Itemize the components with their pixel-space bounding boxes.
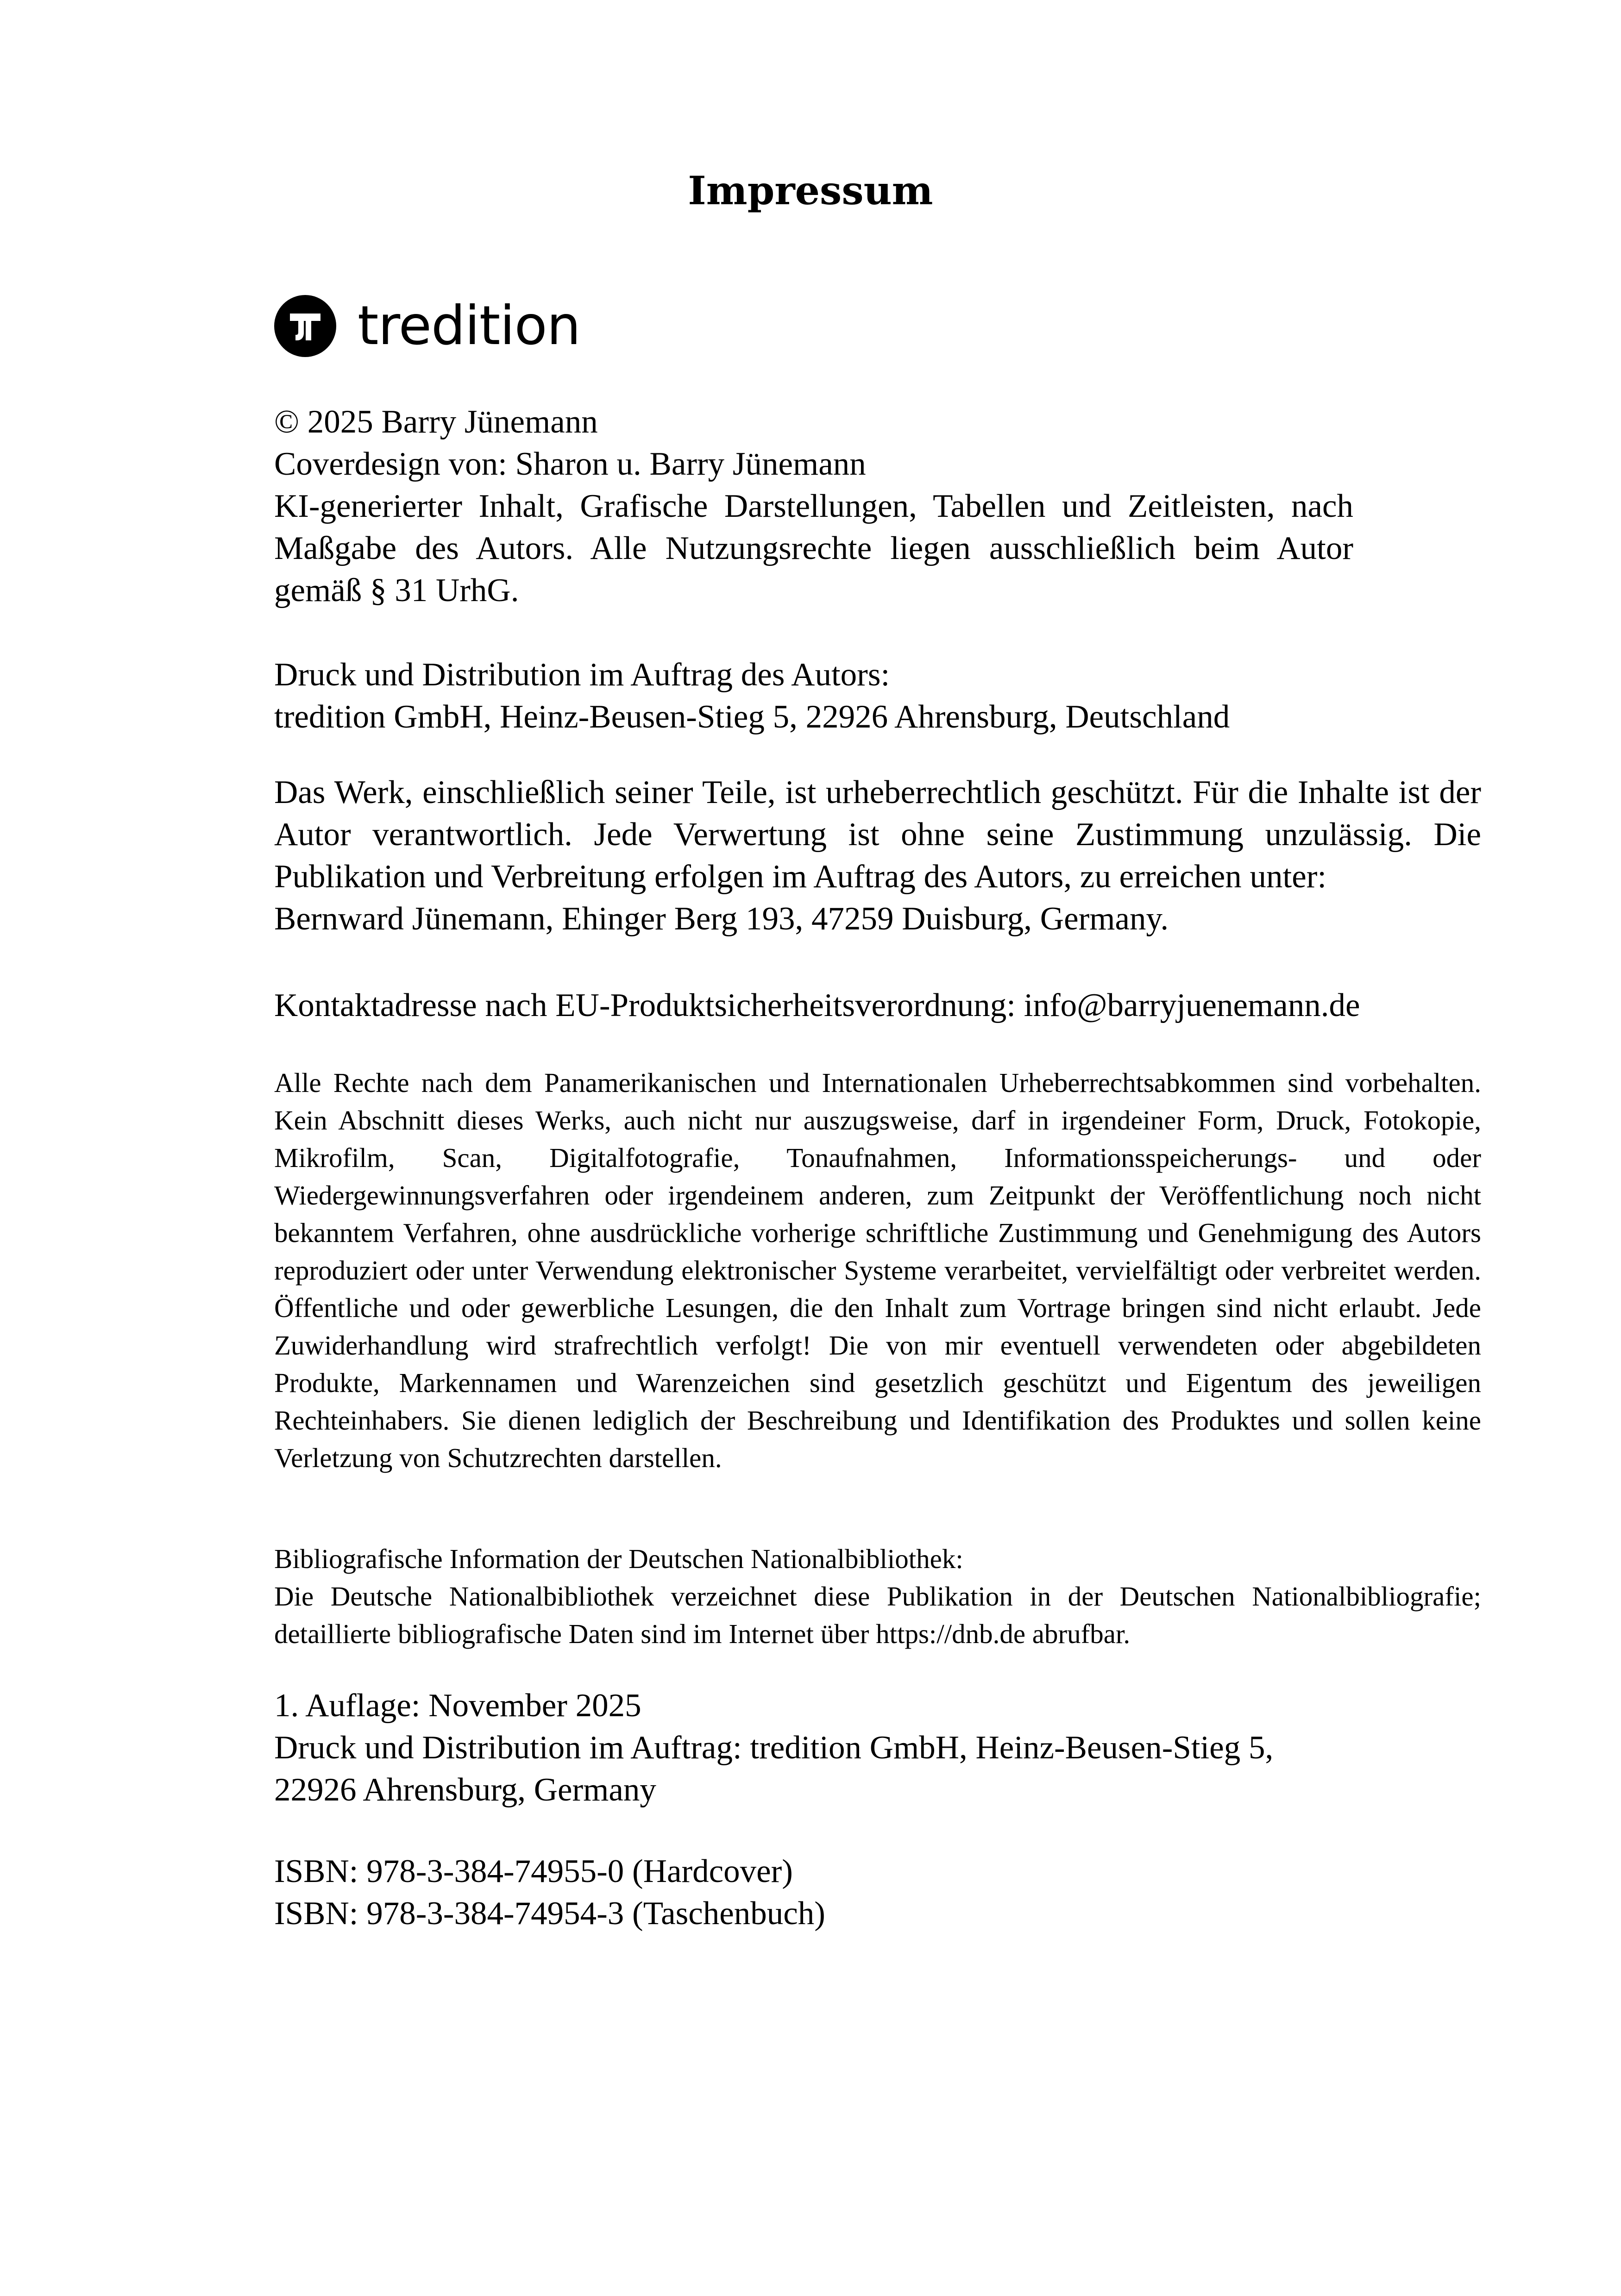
publisher-logo-text: tredition: [358, 295, 581, 357]
cover-design-line: Coverdesign von: Sharon u. Barry Jünemann: [274, 446, 866, 482]
distribution-heading: Druck und Distribution im Auftrag des Autors:: [274, 657, 890, 693]
bibliography-heading: Bibliografische Information der Deutschen Nationalbibliothek:: [274, 1543, 963, 1574]
edition-distribution: Druck und Distribution im Auftrag: tredition GmbH, Heinz-Beusen-Stieg 5,: [274, 1730, 1274, 1766]
publisher-logo: [274, 294, 580, 358]
distribution-block: [274, 654, 1353, 738]
rights-notice-paragraph: Das Werk, einschließlich seiner Teile, ist urheberrechtlich geschützt. Für die Inhalte ist der Autor verantwortlich. Jede Verwertung ist ohne seine Zustimmung unzulässig. Die Publikation und Verbreitung erfolgen im Auftrag des Autors, zu erreichen unter:: [274, 774, 1481, 895]
isbn-hardcover: ISBN: 978-3-384-74955-0 (Hardcover): [274, 1853, 793, 1889]
isbn-paperback: ISBN: 978-3-384-74954-3 (Taschenbuch): [274, 1895, 825, 1932]
copyright-block: [274, 401, 1353, 612]
page-title: Impressum: [688, 168, 933, 213]
bibliography-text: Die Deutsche Nationalbibliothek verzeichnet diese Publikation in der Deutschen Nationalbibliografie; detaillierte bibliografische Daten sind im Internet über https://dnb.de abrufbar.: [274, 1581, 1481, 1649]
distribution-address: tredition GmbH, Heinz-Beusen-Stieg 5, 22926 Ahrensburg, Deutschland: [274, 699, 1230, 735]
author-address: Bernward Jünemann, Ehinger Berg 193, 47259 Duisburg, Germany.: [274, 901, 1169, 937]
edition-block: [274, 1685, 1481, 1811]
bibliography-block: [274, 1540, 1481, 1653]
rights-notice-block: [274, 772, 1481, 940]
copyright-line: © 2025 Barry Jünemann: [274, 404, 598, 440]
isbn-block: [274, 1851, 1353, 1935]
edition-address: 22926 Ahrensburg, Germany: [274, 1772, 656, 1808]
edition-line: 1. Auflage: November 2025: [274, 1687, 641, 1724]
contact-line: Kontaktadresse nach EU-Produktsicherheitsverordnung: info@barryjuenemann.de: [274, 987, 1360, 1023]
legal-notice: Alle Rechte nach dem Panamerikanischen und Internationalen Urheberrechtsabkommen sind vorbehalten. Kein Abschnitt dieses Werks, auch nicht nur auszugsweise, darf in irgendeiner Form, Druck, Fotokopie, Mikrofilm, Scan, Digitalfotografie, Tonaufnahmen, Informationsspeicherungs- und oder Wiedergewinnungsverfahren oder irgendeinem anderen, zum Zeitpunkt der Veröffentlichung noch nicht bekanntem Verfahren, ohne ausdrückliche vorherige schriftliche Zustimmung und Genehmigung des Autors reproduziert oder unter Verwendung elektronischer Systeme verarbeitet, vervielfältigt oder verbreitet werden. Öffentliche und oder gewerbliche Lesungen, die den Inhalt zum Vortrage bringen sind nicht erlaubt. Jede Zuwiderhandlung wird strafrechtlich verfolgt! Die von mir eventuell verwendeten oder abgebildeten Produkte, Markennamen und Warenzeichen sind gesetzlich geschützt und Eigentum des jeweiligen Rechteinhabers. Sie dienen lediglich der Beschreibung und Identifikation des Produktes und sollen keine Verletzung von Schutzrechten darstellen.: [274, 1067, 1481, 1473]
ai-content-notice: KI-generierter Inhalt, Grafische Darstellungen, Tabellen und Zeitleisten, nach Maßgabe des Autors. Alle Nutzungsrechte liegen ausschließlich beim Autor gemäß § 31 UrhG.: [274, 488, 1353, 609]
tredition-logo-icon: [274, 295, 336, 357]
